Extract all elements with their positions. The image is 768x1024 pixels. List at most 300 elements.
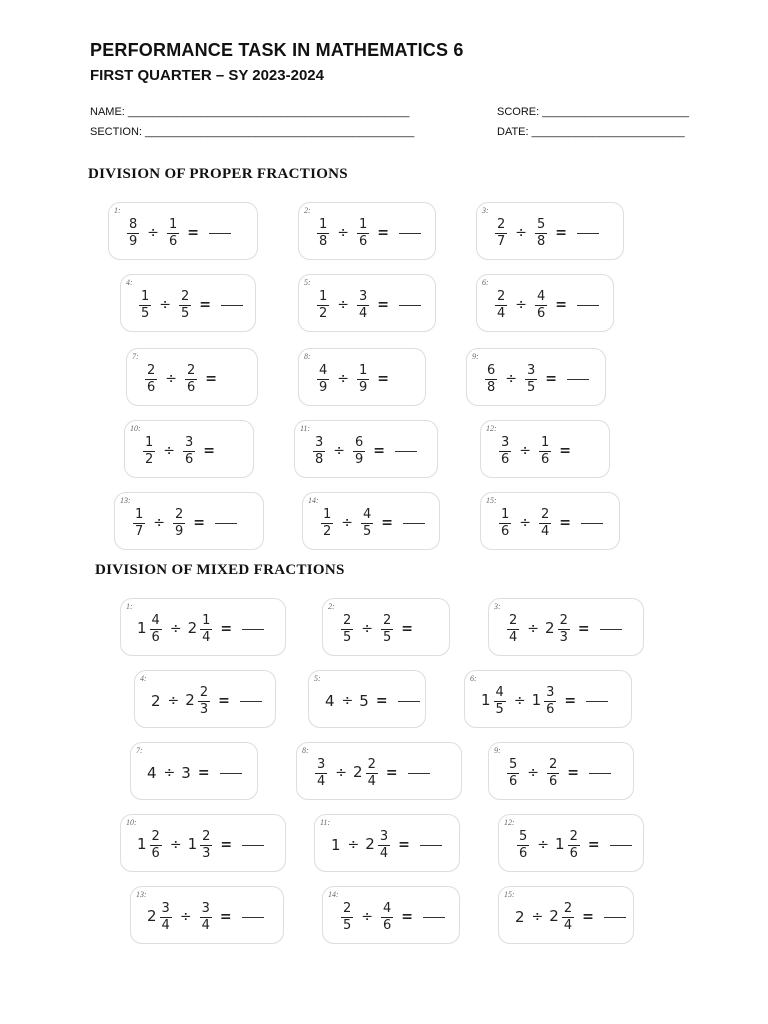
problem-term: [331, 836, 342, 854]
problem-term: [311, 436, 327, 467]
problem-term: [188, 830, 215, 861]
answer-blank[interactable]: [242, 917, 264, 918]
denominator: 2: [323, 523, 332, 539]
fraction: [544, 686, 556, 717]
fraction: [357, 218, 369, 249]
equals-sign: =: [577, 621, 590, 637]
proper-problem-card: [476, 202, 624, 260]
fraction: [361, 508, 373, 539]
problem-term: [131, 508, 147, 539]
numerator: 2: [199, 684, 209, 700]
denominator: 3: [559, 629, 568, 645]
problem-term: [497, 508, 513, 539]
mixed-problem-card: [296, 742, 462, 800]
answer-blank[interactable]: [395, 451, 417, 452]
answer-blank[interactable]: [600, 629, 622, 630]
numerator: 5: [537, 216, 546, 232]
fraction: [558, 614, 570, 645]
equals-sign: =: [199, 297, 212, 313]
fraction: [198, 686, 210, 717]
equals-sign: =: [187, 225, 200, 241]
denominator: 9: [359, 379, 368, 395]
problem-expression: [489, 743, 633, 799]
problem-expression: [499, 887, 633, 943]
problem-term: [125, 218, 141, 249]
problem-term: [545, 614, 572, 645]
answer-blank[interactable]: [215, 523, 237, 524]
problem-expression: [477, 203, 623, 259]
numerator: 1: [319, 216, 328, 232]
proper-fractions-heading: DIVISION OF PROPER FRACTIONS: [88, 166, 348, 182]
numerator: 1: [202, 612, 211, 628]
fraction: [547, 758, 559, 789]
numerator: 2: [343, 900, 352, 916]
equals-sign: =: [377, 297, 390, 313]
fraction: [145, 364, 157, 395]
proper-problem-card: [120, 274, 256, 332]
problem-term: [181, 764, 192, 782]
mixed-problem-card: [488, 598, 644, 656]
denominator: 9: [175, 523, 184, 539]
denominator: 4: [161, 917, 170, 933]
equals-sign: =: [398, 837, 410, 853]
fraction: [495, 290, 507, 321]
answer-blank[interactable]: [398, 701, 420, 702]
answer-blank[interactable]: [581, 523, 603, 524]
equals-sign: =: [375, 693, 388, 709]
whole-number: 1: [481, 691, 491, 709]
mixed-problem-card: [322, 886, 460, 944]
problem-expression: [297, 743, 461, 799]
answer-blank[interactable]: [586, 701, 608, 702]
whole-number: 2: [365, 835, 375, 853]
problem-term: [545, 758, 561, 789]
denominator: 6: [509, 773, 518, 789]
answer-blank[interactable]: [610, 845, 632, 846]
answer-blank[interactable]: [240, 701, 262, 702]
equals-sign: =: [373, 443, 386, 459]
fraction: [183, 436, 195, 467]
answer-blank[interactable]: [242, 629, 264, 630]
fraction: [173, 508, 185, 539]
problem-term: [533, 218, 549, 249]
whole-number: 1: [187, 835, 198, 853]
numerator: 3: [201, 900, 210, 916]
problem-expression: [121, 275, 255, 331]
whole-number: 4: [325, 692, 335, 710]
numerator: 2: [569, 828, 578, 844]
problem-expression: [121, 599, 285, 655]
numerator: 2: [151, 828, 160, 844]
equals-sign: =: [218, 693, 230, 709]
answer-blank[interactable]: [399, 233, 421, 234]
answer-blank[interactable]: [423, 917, 445, 918]
answer-blank[interactable]: [220, 773, 242, 774]
fraction: [485, 364, 497, 395]
answer-blank[interactable]: [567, 379, 589, 380]
divide-sign: ÷: [519, 443, 532, 459]
fraction: [200, 614, 212, 645]
fraction: [495, 218, 507, 249]
problem-number: 1:: [114, 206, 121, 215]
problem-number: 11:: [320, 818, 331, 827]
problem-term: [165, 218, 181, 249]
problem-number: 9:: [494, 746, 501, 755]
whole-number: 1: [137, 835, 147, 853]
denominator: 6: [169, 233, 178, 249]
problem-expression: [309, 671, 425, 727]
problem-term: [143, 364, 159, 395]
fraction: [179, 290, 191, 321]
fraction: [381, 902, 393, 933]
divide-sign: ÷: [531, 909, 544, 925]
numerator: 4: [537, 288, 546, 304]
divide-sign: ÷: [337, 225, 350, 241]
equals-sign: =: [385, 765, 398, 781]
fraction: [539, 436, 551, 467]
divide-sign: ÷: [337, 297, 350, 313]
divide-sign: ÷: [163, 443, 176, 459]
problem-number: 1:: [126, 602, 133, 611]
denominator: 2: [319, 305, 328, 321]
numerator: 1: [541, 434, 550, 450]
numerator: 1: [135, 506, 144, 522]
problem-term: [355, 290, 371, 321]
divide-sign: ÷: [169, 621, 182, 637]
whole-number: 2: [549, 907, 559, 925]
problem-term: [365, 830, 392, 861]
fraction: [366, 758, 378, 789]
denominator: 8: [319, 233, 328, 249]
denominator: 6: [187, 379, 196, 395]
problem-term: [198, 902, 214, 933]
fraction: [494, 686, 506, 717]
numerator: 3: [527, 362, 536, 378]
problem-term: [325, 692, 336, 710]
divide-sign: ÷: [335, 765, 348, 781]
problem-term: [137, 290, 153, 321]
mixed-problem-card: [130, 742, 258, 800]
denominator: 4: [367, 773, 376, 789]
proper-problem-card: [294, 420, 438, 478]
equals-sign: =: [401, 909, 414, 925]
proper-problem-card: [124, 420, 254, 478]
numerator: 2: [367, 756, 376, 772]
problem-expression: [135, 671, 275, 727]
proper-problem-card: [114, 492, 264, 550]
equals-sign: =: [587, 837, 600, 853]
problem-expression: [295, 421, 437, 477]
problem-expression: [481, 421, 609, 477]
fraction: [127, 218, 139, 249]
problem-term: [151, 692, 162, 710]
denominator: 4: [202, 629, 211, 645]
problem-number: 2:: [304, 206, 311, 215]
numerator: 3: [359, 288, 368, 304]
denominator: 6: [501, 451, 510, 467]
proper-problem-card: [298, 274, 436, 332]
answer-blank[interactable]: [209, 233, 231, 234]
fraction: [313, 436, 325, 467]
denominator: 9: [319, 379, 328, 395]
problem-expression: [315, 815, 459, 871]
problem-expression: [467, 349, 605, 405]
fraction: [539, 508, 551, 539]
denominator: 4: [509, 629, 518, 645]
whole-number: 1: [555, 835, 565, 853]
problem-number: 2:: [328, 602, 335, 611]
divide-sign: ÷: [167, 693, 180, 709]
whole-number: 1: [531, 691, 542, 709]
numerator: 3: [161, 900, 170, 916]
fraction: [535, 290, 547, 321]
numerator: 3: [501, 434, 510, 450]
numerator: 3: [185, 434, 194, 450]
problem-term: [339, 902, 355, 933]
problem-number: 13:: [136, 890, 147, 899]
equals-sign: =: [219, 909, 232, 925]
answer-blank[interactable]: [577, 305, 599, 306]
denominator: 5: [495, 701, 504, 717]
problem-expression: [323, 887, 459, 943]
mixed-problem-card: [308, 670, 426, 728]
problem-number: 9:: [472, 352, 479, 361]
mixed-problem-card: [130, 886, 284, 944]
denominator: 7: [497, 233, 506, 249]
mixed-problem-card: [120, 598, 286, 656]
problem-expression: [303, 493, 439, 549]
denominator: 3: [202, 845, 211, 861]
denominator: 8: [315, 451, 324, 467]
equals-sign: =: [377, 225, 390, 241]
denominator: 4: [563, 917, 573, 933]
page-title: PERFORMANCE TASK IN MATHEMATICS 6: [90, 40, 464, 60]
fraction: [160, 902, 172, 933]
numerator: 3: [315, 434, 324, 450]
problem-term: [315, 290, 331, 321]
answer-blank[interactable]: [408, 773, 430, 774]
problem-number: 5:: [304, 278, 311, 287]
problem-number: 6:: [482, 278, 489, 287]
divide-sign: ÷: [361, 621, 374, 637]
divide-sign: ÷: [341, 515, 354, 531]
denominator: 8: [537, 233, 546, 249]
numerator: 2: [187, 362, 196, 378]
divide-sign: ÷: [333, 443, 346, 459]
problem-term: [188, 614, 215, 645]
proper-problem-card: [108, 202, 258, 260]
problem-number: 7:: [132, 352, 139, 361]
fraction: [341, 902, 353, 933]
proper-problem-card: [466, 348, 606, 406]
problem-term: [137, 614, 164, 645]
fraction: [525, 364, 537, 395]
numerator: 1: [323, 506, 332, 522]
denominator: 9: [355, 451, 364, 467]
divide-sign: ÷: [361, 909, 374, 925]
problem-term: [177, 290, 193, 321]
whole-number: 2: [545, 619, 555, 637]
score-field[interactable]: SCORE: ________________________: [497, 106, 690, 118]
equals-sign: =: [567, 765, 580, 781]
numerator: 1: [359, 362, 368, 378]
problem-term: [171, 508, 187, 539]
answer-blank[interactable]: [221, 305, 243, 306]
whole-number: 2: [147, 907, 157, 925]
problem-term: [355, 218, 371, 249]
proper-problem-card: [302, 492, 440, 550]
problem-term: [315, 364, 331, 395]
problem-term: [339, 614, 355, 645]
numerator: 2: [559, 612, 568, 628]
mixed-problem-card: [488, 742, 634, 800]
numerator: 4: [151, 612, 160, 628]
numerator: 3: [317, 756, 326, 772]
problem-number: 6:: [470, 674, 477, 683]
problem-term: [319, 508, 335, 539]
proper-problem-card: [298, 202, 436, 260]
divide-sign: ÷: [163, 765, 176, 781]
denominator: 5: [181, 305, 190, 321]
problem-term: [523, 364, 539, 395]
divide-sign: ÷: [165, 371, 178, 387]
problem-term: [137, 830, 164, 861]
equals-sign: =: [381, 515, 394, 531]
denominator: 5: [343, 917, 352, 933]
divide-sign: ÷: [347, 837, 360, 853]
mixed-problem-card: [498, 886, 634, 944]
problem-term: [515, 908, 526, 926]
name-field[interactable]: NAME: ______________________________________________: [90, 106, 410, 118]
fraction: [499, 436, 511, 467]
page-subtitle: FIRST QUARTER – SY 2023-2024: [90, 67, 324, 84]
fraction: [353, 436, 365, 467]
problem-term: [481, 686, 508, 717]
equals-sign: =: [193, 515, 206, 531]
problem-term: [359, 692, 370, 710]
denominator: 2: [145, 451, 154, 467]
fraction: [317, 364, 329, 395]
fraction: [568, 830, 580, 861]
fraction: [357, 364, 369, 395]
problem-term: [537, 508, 553, 539]
problem-term: [549, 902, 576, 933]
problem-expression: [299, 203, 435, 259]
answer-blank[interactable]: [604, 917, 626, 918]
whole-number: 2: [353, 763, 363, 781]
whole-number: 2: [187, 619, 198, 637]
fraction: [357, 290, 369, 321]
numerator: 1: [169, 216, 178, 232]
denominator: 4: [541, 523, 550, 539]
problem-number: 3:: [494, 602, 501, 611]
problem-term: [315, 218, 331, 249]
denominator: 6: [151, 629, 160, 645]
problem-term: [505, 614, 521, 645]
numerator: 2: [541, 506, 550, 522]
divide-sign: ÷: [153, 515, 166, 531]
whole-number: 5: [359, 692, 369, 710]
equals-sign: =: [555, 225, 568, 241]
fraction: [317, 218, 329, 249]
problem-term: [147, 764, 158, 782]
fraction: [535, 218, 547, 249]
problem-expression: [115, 493, 263, 549]
problem-term: [483, 364, 499, 395]
problem-term: [555, 830, 582, 861]
proper-problem-card: [480, 492, 620, 550]
numerator: 2: [497, 216, 506, 232]
denominator: 6: [546, 701, 555, 717]
fraction: [167, 218, 179, 249]
denominator: 5: [363, 523, 372, 539]
divide-sign: ÷: [527, 621, 540, 637]
equals-sign: =: [377, 371, 390, 387]
problem-term: [147, 902, 174, 933]
numerator: 2: [202, 828, 211, 844]
problem-expression: [465, 671, 631, 727]
problem-expression: [299, 275, 435, 331]
whole-number: 2: [151, 692, 161, 710]
denominator: 6: [541, 451, 550, 467]
fraction: [143, 436, 155, 467]
proper-problem-card: [126, 348, 258, 406]
problem-number: 15:: [486, 496, 497, 505]
problem-number: 5:: [314, 674, 321, 683]
numerator: 4: [495, 684, 504, 700]
mixed-problem-card: [464, 670, 632, 728]
equals-sign: =: [559, 443, 572, 459]
divide-sign: ÷: [337, 371, 350, 387]
numerator: 2: [383, 612, 392, 628]
section-field[interactable]: SECTION: ____________________________________________: [90, 126, 415, 138]
denominator: 6: [359, 233, 368, 249]
problem-number: 14:: [308, 496, 319, 505]
date-field[interactable]: DATE: _________________________: [497, 126, 685, 138]
answer-blank[interactable]: [420, 845, 442, 846]
fraction: [133, 508, 145, 539]
problem-term: [141, 436, 157, 467]
denominator: 4: [497, 305, 506, 321]
answer-blank[interactable]: [403, 523, 425, 524]
whole-number: 1: [331, 836, 341, 854]
numerator: 6: [355, 434, 364, 450]
fraction: [321, 508, 333, 539]
problem-number: 11:: [300, 424, 311, 433]
fraction: [150, 614, 162, 645]
answer-blank[interactable]: [577, 233, 599, 234]
problem-term: [353, 758, 380, 789]
answer-blank[interactable]: [589, 773, 611, 774]
problem-expression: [323, 599, 449, 655]
fraction: [507, 614, 519, 645]
problem-term: [379, 614, 395, 645]
numerator: 4: [383, 900, 392, 916]
equals-sign: =: [197, 765, 210, 781]
fraction: [517, 830, 529, 861]
whole-number: 1: [137, 619, 147, 637]
divide-sign: ÷: [515, 225, 528, 241]
fraction: [200, 830, 212, 861]
numerator: 1: [145, 434, 154, 450]
problem-expression: [121, 815, 285, 871]
problem-term: [379, 902, 395, 933]
numerator: 5: [509, 756, 518, 772]
problem-expression: [125, 421, 253, 477]
answer-blank[interactable]: [242, 845, 264, 846]
answer-blank[interactable]: [399, 305, 421, 306]
numerator: 4: [363, 506, 372, 522]
